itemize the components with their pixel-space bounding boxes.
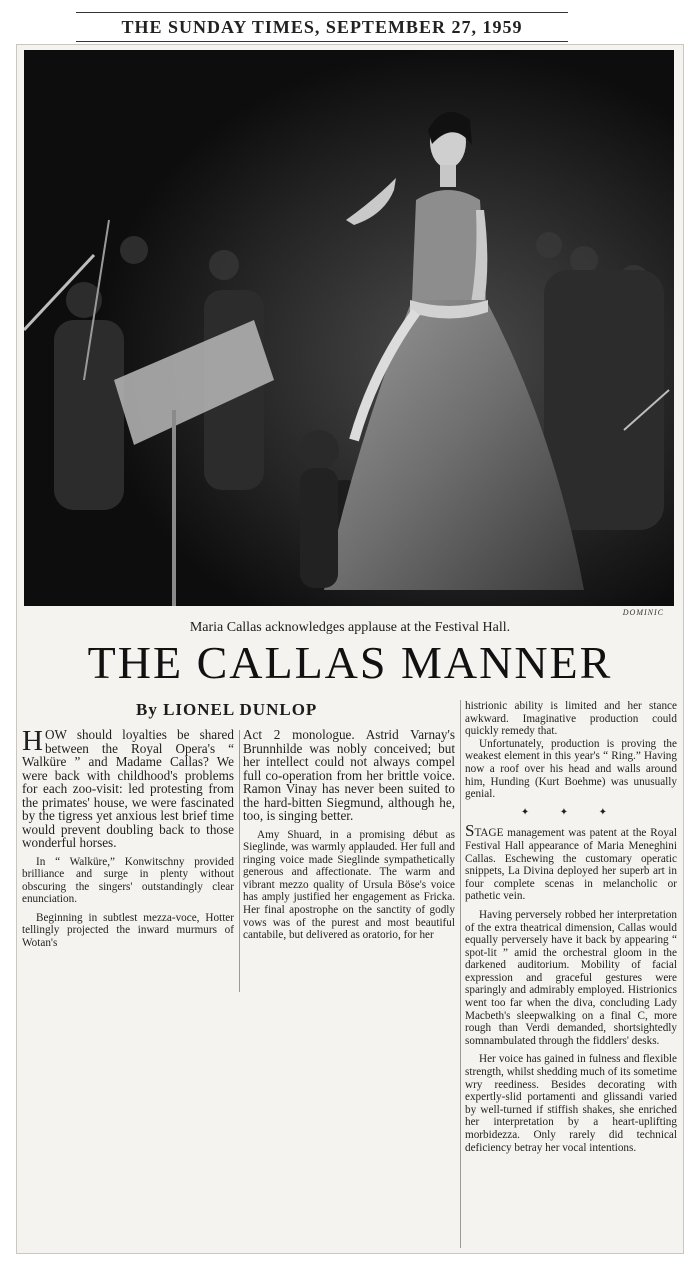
article-column-2 <box>243 728 455 942</box>
paragraph-9: Having perversely robbed her interpretation of the extra theatrical dimension, Callas would equally perversely have it back by appearing “ spot-lit ” amid the orchestral gloom in the darkened auditorium. Mobility of facial expression and graceful gestures were sparingly and admirably employed. Histrionics went too far when the diva, concluding Lady Macbeth's sleepwalking on a final C, more rough than Verdi demanded, shortsightedly somnambulated through the fiddlers' desks. <box>465 908 677 1047</box>
section-break-stars: ✦ ✦ ✦ <box>520 806 622 818</box>
headline: THE CALLAS MANNER <box>87 637 613 688</box>
paragraph-6: histrionic ability is limited and her stance awkward. Imaginative production could quickly remedy that. <box>465 700 677 738</box>
paragraph-2: In “ Walküre,” Konwitschny provided brilliance and surge in plenty without obscuring the singers' outstandingly clear enunciation. <box>22 855 234 906</box>
column-rule-2 <box>460 700 461 1248</box>
drop-cap-2: S <box>465 821 475 841</box>
drop-cap: H <box>22 725 43 757</box>
paragraph-8 <box>465 821 677 903</box>
column-rule-1 <box>239 730 240 992</box>
paragraph-4: Act 2 monologue. Astrid Varnay's Brunnhilde was nobly conceived; but her intellect could not always compel full co-operation from her brittle voice. Ramon Vinay has never been suited to the hard-bitten Siegmund, although he, too, is singing better. <box>243 727 455 823</box>
paragraph-1-text: OW should loyalties be shared between the Royal Opera's “ Walküre ” and Madame Callas? We were back with childhood's problems for each zoo-visit: led protesting from the primates' house, we were fascinated by the tigress yet anxious lest brief time would prevent doubling back to those wonderful horses. <box>22 727 234 850</box>
paragraph-8-text: TAGE management was patent at the Royal Festival Hall appearance of Maria Meneghini Callas. Eschewing the customary operatic snippets, La Divina deployed her superb art in four complete scenas in melancholic or pathetic vein. <box>465 827 677 903</box>
masthead: THE SUNDAY TIMES, SEPTEMBER 27, 1959 <box>76 12 568 42</box>
photo-credit: DOMINIC <box>622 608 664 617</box>
article-column-1 <box>22 725 234 950</box>
paragraph-3: Beginning in subtlest mezza-voce, Hotter tellingly projected the inward murmurs of Wotan's <box>22 911 234 950</box>
article-column-3 <box>465 700 677 1154</box>
concert-photo <box>24 50 674 606</box>
photo-caption: Maria Callas acknowledges applause at the Festival Hall. <box>189 620 511 635</box>
paragraph-7: Unfortunately, production is proving the weakest element in this year's “ Ring.” Having now a roof over his head and walls around him, Hunding (Kurt Boehme) was unusually genial. <box>465 737 677 801</box>
paragraph-5: Amy Shuard, in a promising début as Sieglinde, was warmly applauded. Her full and ringing voice made Sieglinde sympathetically generous and affectionate. The warm and vibrant mezzo quality of Ursula Böse's voice has amply justified her engagement as Fricka. Her final apostrophe on the sanctity of godly vows was of the purest and most beautiful cantabile, but delivered as oratorio, for her <box>243 828 455 942</box>
paragraph-1 <box>22 725 234 850</box>
paragraph-10: Her voice has gained in fulness and flexible strength, whilst shedding much of its sometime wry reediness. Besides decorating with expertly-slid portamenti and glissandi varied by well-turned if stiffish shakes, she enriched her interpretation by a heart-uplifting morbidezza. Only rarely did technical deficiency betray her vocal intentions. <box>465 1053 677 1154</box>
byline: By LIONEL DUNLOP <box>136 700 318 719</box>
